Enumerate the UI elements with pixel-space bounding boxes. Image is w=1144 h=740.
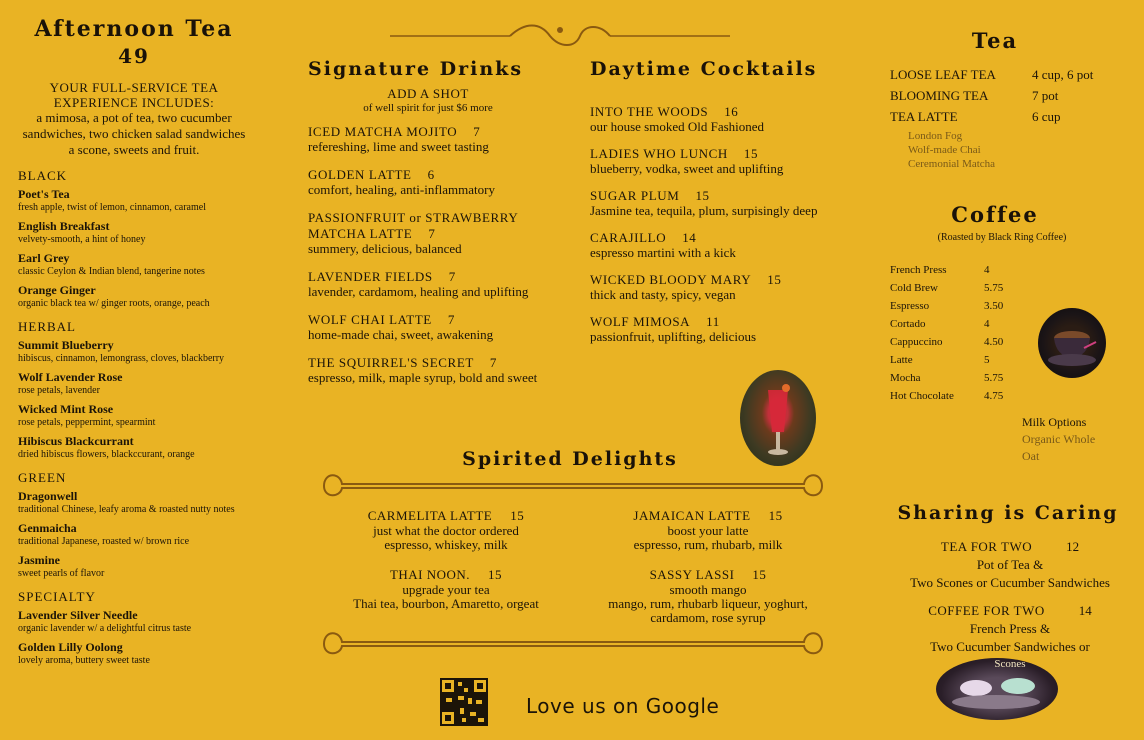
spirited-item-desc: espresso, rum, rhubarb, milk — [633, 537, 783, 552]
coffee-name: Hot Chocolate — [890, 390, 954, 402]
tea-desc: traditional Japanese, roasted w/ brown rice — [18, 536, 190, 547]
drink-desc: refereshing, lime and sweet tasting — [308, 139, 489, 154]
tea-list-item — [18, 553, 258, 579]
afternoon-tea-headline: YOUR FULL-SERVICE TEA EXPERIENCE INCLUDES: — [49, 80, 219, 110]
tea-price-row — [890, 106, 1130, 127]
coffee-name: Cortado — [890, 318, 926, 330]
coffee-price: 4 — [984, 264, 990, 276]
coffee-price-row — [890, 369, 1030, 387]
drink-header — [590, 272, 840, 288]
tea-list-item — [18, 187, 258, 213]
tea-name: Summit Blueberry — [18, 338, 114, 352]
drink-price: 16 — [724, 104, 739, 119]
drink-header — [308, 312, 548, 328]
tea-for-two-price: 12 — [1066, 539, 1080, 554]
tea-list-item — [18, 219, 258, 245]
drink-price: 15 — [695, 188, 710, 203]
cocktail-glass-icon — [740, 370, 816, 466]
tea-list-item — [18, 608, 258, 634]
drink-price: 14 — [682, 230, 697, 245]
coffee-title: Coffee — [951, 202, 1039, 227]
coffee-price-row — [890, 297, 1030, 315]
tea-desc: fresh apple, twist of lemon, cinnamon, caramel — [18, 202, 206, 213]
tea-desc: lovely aroma, buttery sweet taste — [18, 655, 150, 666]
spirited-item-1 — [328, 508, 564, 552]
tea-list-item — [18, 434, 258, 460]
tea-list-item — [18, 521, 258, 547]
milk-option: Oat — [1022, 449, 1040, 463]
coffee-price: 4 — [984, 318, 990, 330]
drink-name: ICED MATCHA MOJITO — [308, 124, 458, 139]
spirited-item-4 — [606, 567, 810, 625]
tea-latte-option: Wolf-made Chai — [908, 144, 981, 156]
drink-desc: blueberry, vodka, sweet and uplifting — [590, 161, 784, 176]
tea-list-item — [18, 283, 258, 309]
daytime-cocktails-column — [590, 58, 840, 356]
drink-item — [590, 272, 840, 302]
drink-price: 15 — [767, 272, 782, 287]
drink-price: 7 — [489, 355, 498, 370]
drink-name: SUGAR PLUM — [590, 188, 680, 203]
drink-desc: espresso martini with a kick — [590, 245, 736, 260]
tea-price-name: BLOOMING TEA — [890, 88, 989, 103]
spirited-item-desc: espresso, whiskey, milk — [384, 537, 508, 552]
signature-drinks-list — [308, 124, 548, 385]
drink-desc: espresso, milk, maple syrup, bold and sweet — [308, 370, 538, 385]
tea-list-item — [18, 640, 258, 666]
drink-header — [590, 230, 840, 246]
coffee-name: Cappuccino — [890, 336, 943, 348]
tea-for-two-line2: Two Scones or Cucumber Sandwiches — [910, 575, 1110, 590]
spirited-item-2 — [590, 508, 826, 552]
tea-sections — [10, 168, 258, 666]
drink-price: 15 — [743, 146, 759, 161]
tea-desc: rose petals, lavender — [18, 385, 100, 396]
tea-for-two — [890, 538, 1130, 592]
drink-name: INTO THE WOODS — [590, 104, 709, 119]
drink-name: CARAJILLO — [590, 230, 667, 245]
afternoon-tea-includes: a mimosa, a pot of tea, two cucumber sandwiches, two chicken salad sandwiches — [22, 110, 246, 141]
drink-item — [308, 355, 548, 385]
tea-name: Golden Lilly Oolong — [18, 640, 123, 654]
tea-for-two-line1: Pot of Tea & — [976, 557, 1044, 572]
coffee-for-two-line3: Scones — [994, 658, 1026, 670]
drink-item — [308, 210, 548, 256]
coffee-for-two-line2: Two Cucumber Sandwiches or — [930, 639, 1090, 654]
tea-price-value: 4 cup, 6 pot — [1032, 67, 1094, 82]
tea-for-two-name: TEA FOR TWO — [940, 539, 1033, 554]
drink-price: 6 — [427, 167, 435, 182]
coffee-name: Espresso — [890, 300, 930, 312]
coffee-price-row — [890, 261, 1030, 279]
add-shot-sub: of well spirit for just $6 more — [363, 102, 493, 114]
spirited-item-desc: just what the doctor ordered — [373, 523, 519, 538]
coffee-for-two-name: COFFEE FOR TWO — [928, 603, 1045, 618]
tea-name: Hibiscus Blackcurrant — [18, 434, 134, 448]
tea-list-item — [18, 370, 258, 396]
drink-price: 7 — [473, 124, 481, 139]
tea-desc: dried hibiscus flowers, blackccurant, orange — [18, 449, 195, 460]
drink-desc: our house smoked Old Fashioned — [590, 119, 765, 134]
drink-header — [308, 167, 548, 183]
tea-desc: sweet pearls of flavor — [18, 568, 105, 579]
coffee-for-two-line1: French Press & — [969, 621, 1051, 636]
tea-name: Lavender Silver Needle — [18, 608, 138, 622]
drink-name: PASSIONFRUIT or STRAWBERRY MATCHA LATTE — [308, 210, 518, 241]
tea-name: Wicked Mint Rose — [18, 402, 114, 416]
drink-header — [308, 210, 548, 242]
google-review-link[interactable]: Love us on Google — [526, 694, 720, 718]
drink-desc: thick and tasty, spicy, vegan — [590, 287, 736, 302]
tea-section-heading: HERBAL — [18, 319, 76, 334]
tea-desc: traditional Chinese, leafy aroma & roasted nutty notes — [18, 504, 235, 515]
coffee-price-row — [890, 351, 1030, 369]
tea-section-heading: SPECIALTY — [18, 589, 96, 604]
coffee-name: Cold Brew — [890, 282, 938, 294]
drink-header — [590, 146, 840, 162]
tea-price-list — [890, 64, 1130, 171]
milk-options-title: Milk Options — [1022, 415, 1087, 429]
drink-name: LADIES WHO LUNCH — [590, 146, 728, 161]
coffee-name: Mocha — [890, 372, 921, 384]
spirited-item-price: 15 — [488, 567, 503, 582]
tea-list-item — [18, 489, 258, 515]
tea-name: Jasmine — [18, 553, 60, 567]
tea-price-row — [890, 85, 1130, 106]
top-ornament — [390, 20, 730, 50]
tea-name: English Breakfast — [18, 219, 110, 233]
drink-item — [308, 124, 548, 154]
tea-name: Earl Grey — [18, 251, 70, 265]
tea-list-item — [18, 338, 258, 364]
cocktails-list — [590, 104, 840, 344]
coffee-price: 5.75 — [984, 372, 1004, 384]
coffee-price: 5.75 — [984, 282, 1004, 294]
cocktail-photo — [740, 370, 816, 466]
qr-code-icon — [440, 678, 488, 726]
coffee-price-list — [890, 261, 1030, 405]
tea-latte-option: London Fog — [908, 130, 963, 142]
coffee-price: 5 — [984, 354, 990, 366]
spirited-item-price: 15 — [768, 508, 783, 523]
spirited-item-desc: upgrade your tea — [402, 582, 490, 597]
spirited-item-name: JAMAICAN LATTE — [633, 508, 751, 523]
tea-list-item — [18, 402, 258, 428]
coffee-subtitle: (Roasted by Black Ring Coffee) — [937, 232, 1067, 243]
tea-list-item — [18, 251, 258, 277]
tea-desc: classic Ceylon & Indian blend, tangerine notes — [18, 266, 205, 277]
drink-name: WICKED BLOODY MARY — [590, 272, 752, 287]
drink-header — [590, 314, 840, 330]
drink-name: THE SQUIRREL'S SECRET — [308, 355, 474, 370]
tea-desc: organic lavender w/ a delightful citrus taste — [18, 623, 192, 634]
spirited-bottom-rule — [318, 624, 828, 664]
afternoon-tea-title: Afternoon Tea — [34, 16, 234, 42]
coffee-name: Latte — [890, 354, 913, 366]
spirited-item-desc: mango, rum, rhubarb liqueur, yoghurt, cardamom, rose syrup — [608, 596, 808, 625]
coffee-cup-photo — [1038, 308, 1106, 378]
tea-name: Wolf Lavender Rose — [18, 370, 123, 384]
spirited-item-name: SASSY LASSI — [649, 567, 735, 582]
drink-desc: home-made chai, sweet, awakening — [308, 327, 494, 342]
tea-price-name: TEA LATTE — [890, 109, 958, 124]
coffee-price-row — [890, 387, 1030, 405]
tea-desc: organic black tea w/ ginger roots, orange, peach — [18, 298, 210, 309]
coffee-name: French Press — [890, 264, 947, 276]
spirited-delights-title: Spirited Delights — [462, 448, 678, 470]
drink-desc: Jasmine tea, tequila, plum, surpisingly deep — [590, 203, 818, 218]
spirited-item-3 — [318, 567, 574, 611]
coffee-price: 3.50 — [984, 300, 1004, 312]
drink-header — [308, 269, 548, 285]
coffee-for-two — [890, 602, 1130, 656]
signature-drinks-title: Signature Drinks — [308, 58, 524, 80]
spirited-item-price: 15 — [510, 508, 525, 523]
tea-section-heading: GREEN — [18, 470, 67, 485]
drink-desc: passionfruit, uplifting, delicious — [590, 329, 757, 344]
tea-name: Orange Ginger — [18, 283, 96, 297]
tea-desc: velvety-smooth, a hint of honey — [18, 234, 146, 245]
tea-title: Tea — [971, 28, 1019, 53]
afternoon-tea-column — [10, 16, 258, 672]
tea-price-row — [890, 64, 1130, 85]
spirited-item-desc: Thai tea, bourbon, Amaretto, orgeat — [353, 596, 539, 611]
drink-name: WOLF MIMOSA — [590, 314, 691, 329]
add-shot-label: ADD A SHOT — [387, 86, 469, 101]
tea-desc: hibiscus, cinnamon, lemongrass, cloves, blackberry — [18, 353, 225, 364]
drink-desc: summery, delicious, balanced — [308, 241, 462, 256]
drink-header — [308, 124, 548, 140]
afternoon-tea-includes-2: a scone, sweets and fruit. — [68, 142, 200, 157]
sharing-title: Sharing is Caring — [897, 502, 1119, 524]
qr-code[interactable] — [440, 678, 488, 726]
drink-item — [590, 314, 840, 344]
drink-header — [308, 355, 548, 371]
drink-item — [590, 146, 840, 176]
drink-desc: lavender, cardamom, healing and uplifting — [308, 284, 529, 299]
tea-name: Poet's Tea — [18, 187, 70, 201]
spirited-item-name: CARMELITA LATTE — [367, 508, 493, 523]
drink-header — [590, 188, 840, 204]
tea-name: Genmaicha — [18, 521, 77, 535]
coffee-price: 4.50 — [984, 336, 1004, 348]
spirited-item-desc: boost your latte — [667, 523, 749, 538]
spirited-item-price: 15 — [752, 567, 767, 582]
coffee-price-row — [890, 315, 1030, 333]
drink-header — [590, 104, 840, 120]
drink-item — [590, 104, 840, 134]
daytime-cocktails-title: Daytime Cocktails — [590, 58, 818, 80]
tea-section-heading: BLACK — [18, 168, 68, 183]
milk-option: Organic Whole — [1022, 432, 1096, 446]
coffee-price-row — [890, 333, 1030, 351]
drink-name: WOLF CHAI LATTE — [308, 312, 432, 327]
tea-price-name: LOOSE LEAF TEA — [890, 67, 996, 82]
drink-price: 7 — [428, 226, 436, 241]
drink-item — [308, 312, 548, 342]
coffee-cup-icon — [1038, 308, 1106, 378]
signature-drinks-column — [308, 58, 548, 398]
spirited-item-desc: smooth mango — [669, 582, 747, 597]
coffee-for-two-price: 14 — [1078, 603, 1092, 618]
tea-price-value: 6 cup — [1032, 109, 1061, 124]
milk-options — [1022, 414, 1132, 465]
tea-price-value: 7 pot — [1032, 88, 1059, 103]
tea-desc: rose petals, peppermint, spearmint — [18, 417, 156, 428]
drink-item — [308, 167, 548, 197]
drink-item — [590, 230, 840, 260]
drink-name: LAVENDER FIELDS — [308, 269, 433, 284]
drink-price: 7 — [448, 269, 456, 284]
drink-price: 11 — [706, 314, 720, 329]
drink-price: 7 — [447, 312, 455, 327]
drink-name: GOLDEN LATTE — [308, 167, 412, 182]
spirited-top-rule — [318, 466, 828, 506]
tea-name: Dragonwell — [18, 489, 78, 503]
afternoon-tea-price: 49 — [118, 44, 150, 68]
spirited-item-name: THAI NOON. — [389, 567, 471, 582]
coffee-price-row — [890, 279, 1030, 297]
coffee-price: 4.75 — [984, 390, 1004, 402]
tea-latte-option: Ceremonial Matcha — [908, 158, 996, 170]
drink-item — [308, 269, 548, 299]
drink-item — [590, 188, 840, 218]
drink-desc: comfort, healing, anti-inflammatory — [308, 182, 495, 197]
